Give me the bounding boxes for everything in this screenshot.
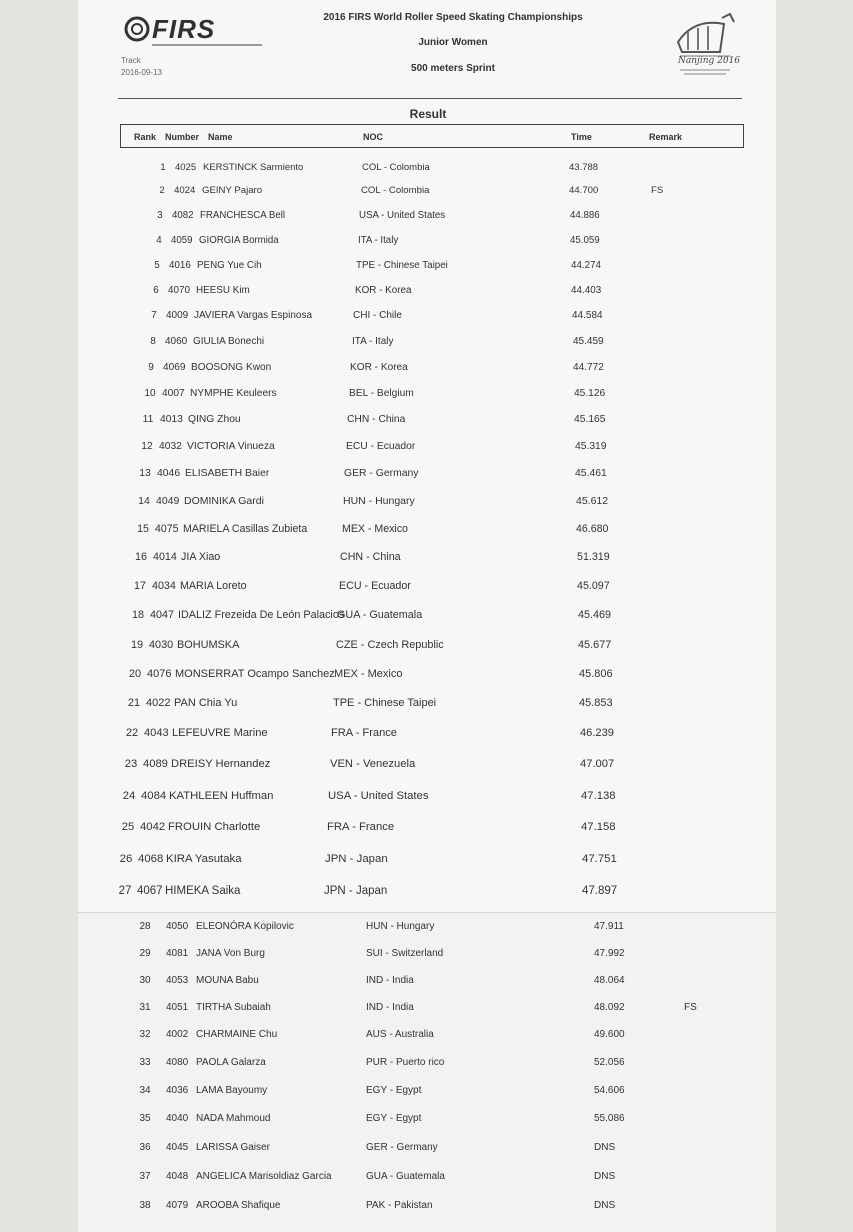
cell-number: 4067 [137, 885, 163, 897]
cell-time: 54.606 [594, 1085, 625, 1096]
cell-name: ELEONÓRA Kopilovic [196, 921, 294, 932]
cell-rank: 30 [139, 975, 151, 986]
cell-name: GIULIA Bonechi [193, 336, 265, 347]
column-time: Time [571, 132, 592, 142]
cell-time: 44.772 [573, 362, 604, 373]
distance-title: 500 meters Sprint [411, 63, 495, 74]
cell-name: MOUNA Babu [196, 975, 259, 986]
cell-rank: 2 [159, 185, 165, 196]
event-logo-text: Nanjing 2016 [678, 56, 741, 66]
firs-logo-icon [122, 14, 152, 44]
nanjing-event-logo [664, 12, 748, 84]
cell-number: 4042 [140, 821, 166, 833]
cell-number: 4045 [166, 1142, 189, 1153]
cell-rank: 19 [130, 639, 144, 651]
firs-logo-text: FIRS [152, 14, 216, 44]
cell-rank: 12 [141, 441, 153, 452]
cell-rank: 7 [151, 310, 157, 321]
cell-time: 45.126 [574, 388, 606, 399]
cell-number: 4069 [163, 362, 186, 373]
cell-name: HIMEKA Saika [165, 885, 241, 897]
cell-number: 4036 [166, 1085, 189, 1096]
cell-number: 4046 [157, 468, 181, 479]
cell-name: VICTORIA Vinueza [187, 441, 275, 452]
cell-time: 45.806 [579, 668, 613, 680]
cell-noc: ECU - Ecuador [339, 580, 411, 592]
cell-time: 45.469 [578, 609, 612, 621]
cell-number: 4013 [160, 414, 183, 425]
cell-rank: 14 [138, 495, 150, 507]
cell-name: NADA Mahmoud [196, 1113, 271, 1124]
cell-name: MONSERRAT Ocampo Sanchez [175, 668, 335, 680]
cell-number: 4016 [169, 260, 191, 271]
cell-name: CHARMAINE Chu [196, 1029, 278, 1040]
cell-time: DNS [594, 1200, 616, 1211]
firs-logo [122, 12, 262, 52]
cell-name: JAVIERA Vargas Espinosa [194, 310, 313, 321]
cell-time: 52.056 [594, 1057, 625, 1068]
cell-number: 4032 [159, 441, 182, 452]
cell-noc: MEX - Mexico [342, 523, 408, 535]
cell-rank: 17 [134, 580, 146, 592]
cell-time: 48.064 [594, 975, 625, 986]
cell-number: 4047 [150, 609, 175, 621]
cell-name: LAMA Bayoumy [196, 1085, 268, 1096]
cell-noc: AUS - Australia [366, 1029, 434, 1040]
cell-noc: KOR - Korea [350, 362, 408, 373]
cell-time: 45.461 [575, 468, 607, 479]
cell-rank: 28 [139, 921, 151, 932]
cell-time: 46.680 [576, 523, 609, 535]
cell-noc: EGY - Egypt [366, 1113, 422, 1124]
cell-name: ANGELICA Marisoldiaz Garcia [196, 1171, 332, 1182]
cell-noc: JPN - Japan [325, 853, 388, 865]
cell-rank: 9 [148, 362, 154, 373]
cell-name: FROUIN Charlotte [168, 821, 261, 833]
cell-number: 4034 [152, 580, 176, 592]
cell-number: 4080 [166, 1057, 189, 1068]
cell-rank: 4 [156, 235, 162, 246]
cell-time: 44.403 [571, 285, 602, 296]
column-name: Name [208, 132, 233, 142]
cell-noc: EGY - Egypt [366, 1085, 422, 1096]
cell-name: QING Zhou [188, 414, 241, 425]
cell-noc: USA - United States [359, 210, 446, 221]
column-rank: Rank [134, 132, 157, 142]
cell-time: 46.239 [580, 727, 614, 739]
cell-name: MARIELA Casillas Zubieta [183, 523, 308, 535]
cell-noc: CZE - Czech Republic [336, 639, 444, 651]
cell-noc: USA - United States [328, 790, 429, 802]
cell-name: JANA Von Burg [196, 948, 265, 959]
cell-number: 4030 [149, 639, 174, 651]
cell-time: 45.853 [579, 697, 613, 709]
cell-rank: 10 [144, 388, 156, 399]
event-date: 2016-09-13 [121, 68, 162, 77]
cell-noc: BEL - Belgium [349, 388, 414, 399]
column-remark: Remark [649, 132, 683, 142]
cell-time: 51.319 [577, 551, 610, 563]
cell-time: 43.788 [569, 162, 599, 173]
cell-name: KERSTINCK Sarmiento [203, 162, 304, 173]
cell-noc: PAK - Pakistan [366, 1200, 433, 1211]
cell-noc: CHI - Chile [353, 310, 402, 321]
cell-time: 45.319 [575, 441, 607, 452]
cell-remark: FS [651, 185, 664, 196]
cell-name: DREISY Hernandez [171, 758, 271, 770]
cell-name: FRANCHESCA Bell [200, 210, 286, 221]
cell-noc: CHN - China [347, 414, 406, 425]
cell-number: 4076 [147, 668, 172, 680]
column-noc: NOC [363, 132, 383, 142]
cell-number: 4043 [144, 727, 169, 739]
cell-number: 4081 [166, 948, 189, 959]
cell-number: 4068 [138, 853, 164, 865]
cell-noc: ECU - Ecuador [346, 441, 416, 452]
cell-rank: 31 [139, 1002, 151, 1013]
cell-name: GEINY Pajaro [202, 185, 263, 196]
column-header [120, 124, 744, 148]
result-title: Result [409, 107, 447, 121]
cell-rank: 26 [119, 853, 133, 865]
cell-number: 4075 [155, 523, 179, 535]
second-page-overlap [78, 912, 776, 1232]
cell-time: 45.677 [578, 639, 612, 651]
cell-noc: MEX - Mexico [334, 668, 403, 680]
cell-number: 4002 [166, 1029, 189, 1040]
cell-noc: KOR - Korea [355, 285, 412, 296]
cell-time: 44.886 [570, 210, 600, 221]
cell-noc: PUR - Puerto rico [366, 1057, 445, 1068]
event-emblem-icon [664, 12, 748, 84]
cell-number: 4089 [143, 758, 168, 770]
cell-name: GIORGIA Bormida [199, 235, 279, 246]
cell-number: 4079 [166, 1200, 189, 1211]
cell-time: 47.158 [581, 821, 616, 833]
cell-noc: JPN - Japan [324, 885, 388, 897]
cell-time: 49.600 [594, 1029, 625, 1040]
cell-number: 4007 [162, 388, 185, 399]
cell-number: 4048 [166, 1171, 189, 1182]
cell-time: 47.897 [582, 885, 618, 897]
cell-time: 47.007 [580, 758, 615, 770]
cell-name: HEESU Kim [196, 285, 250, 296]
cell-number: 4050 [166, 921, 189, 932]
cell-noc: GUA - Guatemala [337, 609, 423, 621]
cell-rank: 21 [127, 697, 141, 709]
cell-rank: 24 [122, 790, 136, 802]
cell-number: 4009 [166, 310, 189, 321]
cell-noc: FRA - France [331, 727, 397, 739]
cell-name: BOOSONG Kwon [191, 362, 272, 373]
cell-name: ELISABETH Baier [185, 468, 270, 479]
header-divider [118, 98, 742, 99]
cell-name: PAN Chia Yu [174, 697, 238, 709]
cell-name: IDALIZ Frezeida De León Palacios [178, 609, 345, 621]
cell-rank: 11 [142, 414, 154, 425]
cell-number: 4070 [168, 285, 190, 296]
cell-noc: CHN - China [340, 551, 401, 563]
cell-number: 4082 [172, 210, 194, 221]
cell-time: 45.612 [576, 495, 609, 507]
cell-time: 47.992 [594, 948, 625, 959]
cell-time: 44.700 [569, 185, 599, 196]
cell-rank: 22 [125, 727, 139, 739]
cell-time: 45.059 [570, 235, 600, 246]
cell-name: NYMPHE Keuleers [190, 388, 277, 399]
cell-noc: GER - Germany [366, 1142, 438, 1153]
cell-number: 4024 [174, 185, 196, 196]
cell-number: 4014 [153, 551, 177, 563]
cell-rank: 29 [139, 948, 151, 959]
cell-name: PENG Yue Cih [197, 260, 262, 271]
cell-rank: 8 [150, 336, 156, 347]
cell-number: 4049 [156, 495, 180, 507]
logo-underline [152, 44, 262, 46]
cell-name: LARISSA Gaiser [196, 1142, 270, 1153]
cell-rank: 15 [137, 523, 149, 535]
cell-rank: 23 [124, 758, 138, 770]
cell-noc: GER - Germany [344, 468, 419, 479]
cell-name: PAOLA Galarza [196, 1057, 266, 1068]
cell-name: TIRTHA Subaiah [196, 1002, 271, 1013]
cell-noc: FRA - France [327, 821, 395, 833]
cell-rank: 33 [139, 1057, 151, 1068]
cell-rank: 13 [139, 468, 151, 479]
cell-number: 4053 [166, 975, 189, 986]
cell-time: DNS [594, 1171, 616, 1182]
cell-noc: ITA - Italy [352, 336, 394, 347]
cell-time: 47.751 [582, 853, 617, 865]
cell-noc: COL - Colombia [361, 185, 430, 196]
cell-rank: 3 [157, 210, 163, 221]
cell-rank: 1 [160, 162, 166, 173]
cell-noc: VEN - Venezuela [330, 758, 416, 770]
cell-number: 4059 [171, 235, 193, 246]
cell-rank: 25 [121, 821, 135, 833]
cell-noc: TPE - Chinese Taipei [333, 697, 437, 709]
cell-noc: ITA - Italy [358, 235, 399, 246]
cell-rank: 32 [139, 1029, 151, 1040]
cell-name: AROOBA Shafique [196, 1200, 281, 1211]
cell-rank: 36 [139, 1142, 151, 1153]
cell-rank: 38 [139, 1200, 151, 1211]
cell-rank: 35 [139, 1113, 151, 1124]
cell-rank: 27 [118, 885, 132, 897]
cell-time: 47.138 [581, 790, 616, 802]
results-sheet [78, 0, 776, 1232]
cell-remark: FS [684, 1002, 697, 1013]
cell-time: DNS [594, 1142, 616, 1153]
cell-noc: HUN - Hungary [366, 921, 435, 932]
cell-noc: SUI - Switzerland [366, 948, 444, 959]
cell-rank: 5 [154, 260, 160, 271]
event-title: 2016 FIRS World Roller Speed Skating Championships [323, 12, 583, 23]
cell-noc: TPE - Chinese Taipei [356, 260, 448, 271]
cell-name: DOMINIKA Gardi [184, 495, 264, 507]
cell-time: 55.086 [594, 1113, 625, 1124]
cell-time: 48.092 [594, 1002, 625, 1013]
category-title: Junior Women [418, 37, 488, 48]
cell-number: 4040 [166, 1113, 189, 1124]
cell-rank: 37 [139, 1171, 151, 1182]
cell-time: 45.165 [574, 414, 606, 425]
cell-time: 45.097 [577, 580, 610, 592]
cell-name: JIA Xiao [181, 551, 221, 563]
cell-rank: 20 [128, 668, 142, 680]
cell-number: 4060 [165, 336, 188, 347]
cell-noc: IND - India [366, 975, 414, 986]
cell-noc: COL - Colombia [362, 162, 430, 173]
cell-noc: HUN - Hungary [343, 495, 415, 507]
cell-number: 4022 [146, 697, 171, 709]
cell-rank: 6 [153, 285, 159, 296]
cell-name: LEFEUVRE Marine [172, 727, 268, 739]
cell-name: MARIA Loreto [180, 580, 247, 592]
cell-time: 44.274 [571, 260, 601, 271]
cell-time: 47.911 [594, 921, 624, 932]
cell-name: KATHLEEN Huffman [169, 790, 274, 802]
cell-name: KIRA Yasutaka [166, 853, 242, 865]
cell-time: 44.584 [572, 310, 603, 321]
cell-number: 4025 [175, 162, 197, 173]
cell-noc: IND - India [366, 1002, 414, 1013]
cell-number: 4051 [166, 1002, 189, 1013]
cell-time: 45.459 [573, 336, 604, 347]
cell-rank: 18 [131, 609, 144, 621]
column-number: Number [165, 132, 200, 142]
cell-number: 4084 [141, 790, 167, 802]
cell-noc: GUA - Guatemala [366, 1171, 445, 1182]
cell-name: BOHUMSKA [177, 639, 240, 651]
cell-rank: 34 [139, 1085, 151, 1096]
cell-rank: 16 [135, 551, 147, 563]
track-label: Track [121, 56, 141, 65]
